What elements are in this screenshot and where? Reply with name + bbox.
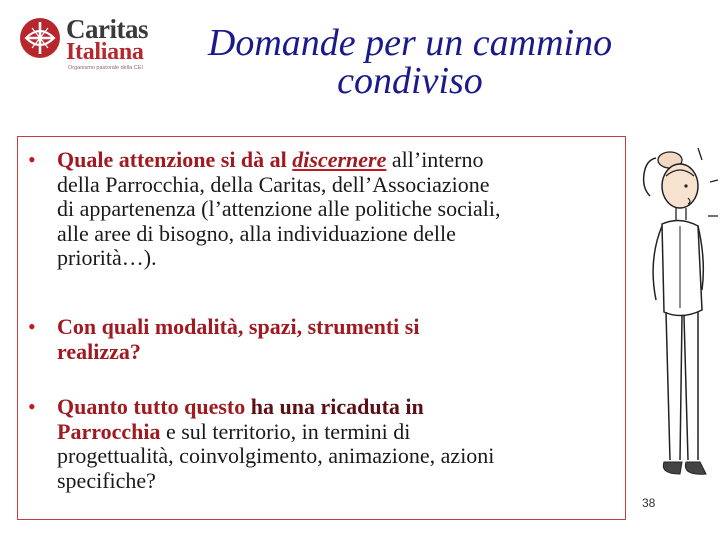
bullet-1-line-5: priorità…). [57, 245, 157, 270]
title-line-1: Domande per un cammino [207, 22, 613, 64]
slide-title [150, 24, 670, 100]
logo-name: Caritas [66, 14, 148, 44]
bullet-3-line-3: progettualità, coinvolgimento, animazione, azioni [57, 443, 495, 468]
bullet-2-line-2: realizza? [57, 338, 141, 364]
caritas-logo [18, 14, 148, 74]
bullet-2-line-1: Con quali modalità, spazi, strumenti si [57, 314, 420, 339]
bullet-3-part-1: Quanto tutto questo [57, 394, 246, 419]
bullet-3-part-2: ha una ricaduta in [245, 394, 424, 419]
bullet-1-keyword: discernere [292, 147, 387, 172]
bullet-1-rest: all’interno [386, 147, 484, 172]
bullet-1-lead: Quale attenzione si dà al [57, 147, 293, 172]
bullet-3-parrocchia: Parrocchia [57, 418, 161, 444]
caritas-cross-icon [18, 16, 62, 60]
bullet-3-text [57, 395, 627, 493]
bullet-1-line-4: alle aree di bisogno, alla individuazione delle [57, 220, 456, 246]
logo-tagline: Organismo pastorale della CEI [68, 65, 143, 71]
bullet-1-text [57, 148, 627, 271]
bullet-dot: • [28, 314, 36, 339]
bullet-2-text [57, 315, 627, 364]
bullet-dot: • [28, 147, 36, 172]
bullet-1-line-3: di appartenenza (l’attenzione alle politiche sociali, [57, 196, 501, 221]
logo-subname: Italiana [66, 39, 144, 65]
bullet-3-line-2-rest: e sul territorio, in termini di [160, 418, 411, 444]
bullet-3-line-4: specifiche? [57, 467, 156, 493]
page-number: 38 [642, 496, 656, 510]
bullet-dot: • [28, 394, 36, 419]
thinking-man-illustration [636, 130, 720, 482]
content-box [17, 136, 626, 520]
bullet-1-line-2: della Parrocchia, della Caritas, dell’Associazione [57, 171, 490, 197]
title-line-2: condiviso [337, 60, 483, 102]
